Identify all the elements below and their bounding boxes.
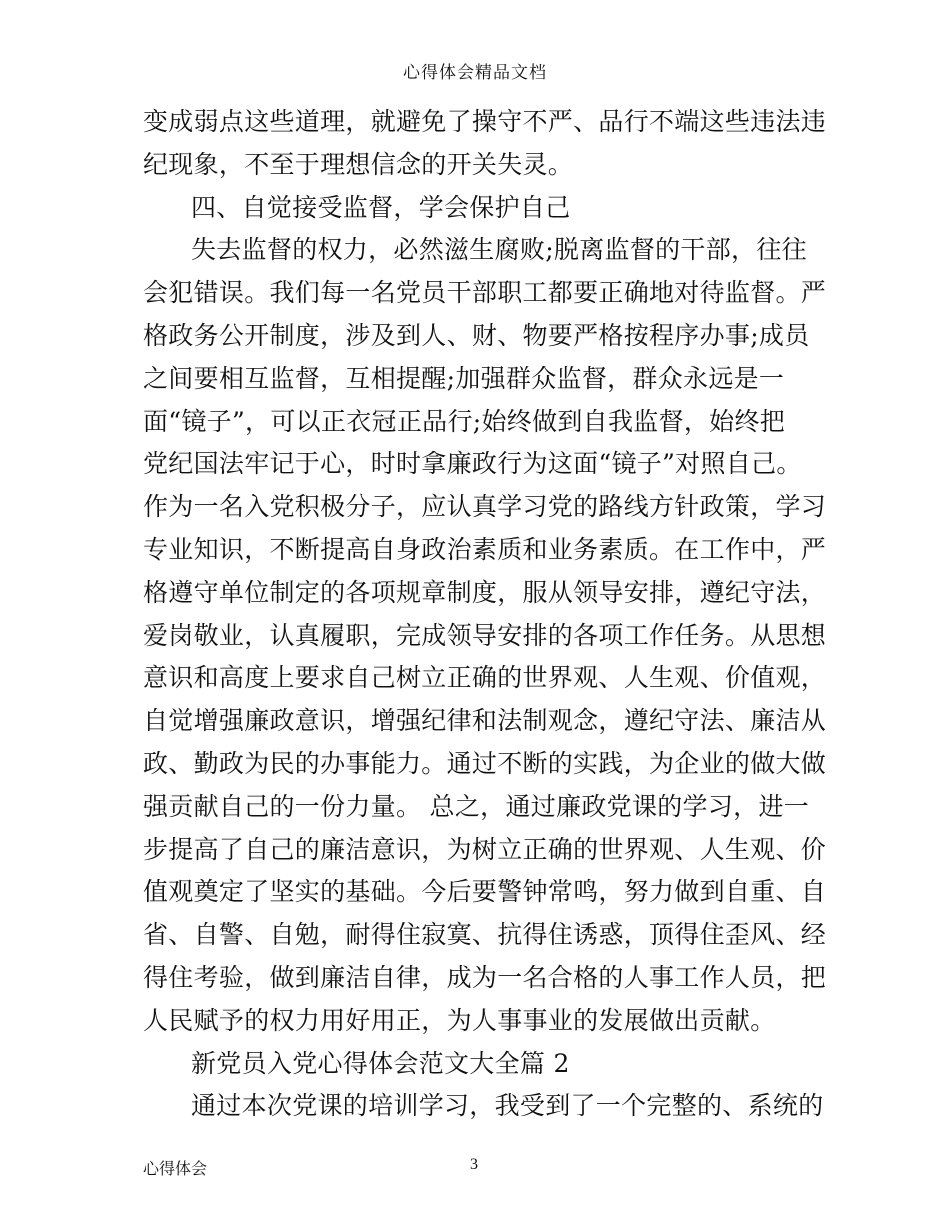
footer-label: 心得体会 [143, 1159, 208, 1178]
text-line: 作为一名入党积极分子，应认真学习党的路线方针政策，学习 [143, 492, 827, 522]
page-header-title: 心得体会精品文档 [403, 63, 547, 83]
text-line: 爱岗敬业，认真履职，完成领导安排的各项工作任务。从思想 [143, 620, 827, 650]
text-line: 意识和高度上要求自己树立正确的世界观、人生观、价值观， [143, 663, 827, 693]
section-heading: 四、自觉接受监督，学会保护自己 [191, 192, 571, 222]
text-line: 人民赋予的权力用好用正，为人事事业的发展做出贡献。 [143, 1005, 776, 1035]
text-line: 值观奠定了坚实的基础。今后要警钟常鸣，努力做到自重、自 [143, 877, 827, 907]
text-line: 通过本次党课的培训学习，我受到了一个完整的、系统的 [191, 1091, 824, 1121]
text-line: 自觉增强廉政意识，增强纪律和法制观念，遵纪守法、廉洁从 [143, 706, 827, 736]
text-line: 会犯错误。我们每一名党员干部职工都要正确地对待监督。严 [143, 278, 827, 308]
text-line: 专业知识，不断提高自身政治素质和业务素质。在工作中，严 [143, 534, 827, 564]
text-line: 得住考验，做到廉洁自律，成为一名合格的人事工作人员，把 [143, 962, 827, 992]
text-line: 格遵守单位制定的各项规章制度，服从领导安排，遵纪守法， [143, 577, 827, 607]
page-number: 3 [470, 1156, 478, 1173]
text-line: 之间要相互监督，互相提醒;加强群众监督，群众永远是一 [143, 363, 785, 393]
text-line: 强贡献自己的一份力量。 总之，通过廉政党课的学习，进一 [143, 791, 810, 821]
text-line: 党纪国法牢记于心，时时拿廉政行为这面“镜子”对照自己。 [143, 449, 802, 479]
text-line: 格政务公开制度，涉及到人、财、物要严格按程序办事;成员 [143, 320, 810, 350]
text-line: 面“镜子”，可以正衣冠正品行;始终做到自我监督，始终把 [143, 406, 786, 436]
text-line: 纪现象，不至于理想信念的开关失灵。 [143, 149, 574, 179]
text-line: 省、自警、自勉，耐得住寂寞、抗得住诱惑，顶得住歪风、经 [143, 920, 827, 950]
text-line: 失去监督的权力，必然滋生腐败;脱离监督的干部，往往 [191, 235, 807, 265]
article-heading: 新党员入党心得体会范文大全篇 2 [191, 1048, 570, 1078]
text-line: 变成弱点这些道理，就避免了操守不严、品行不端这些违法违 [143, 107, 827, 136]
document-body [143, 101, 827, 1128]
text-line: 政、勤政为民的办事能力。通过不断的实践，为企业的做大做 [143, 748, 827, 778]
text-line: 步提高了自己的廉洁意识，为树立正确的世界观、人生观、价 [143, 834, 827, 864]
